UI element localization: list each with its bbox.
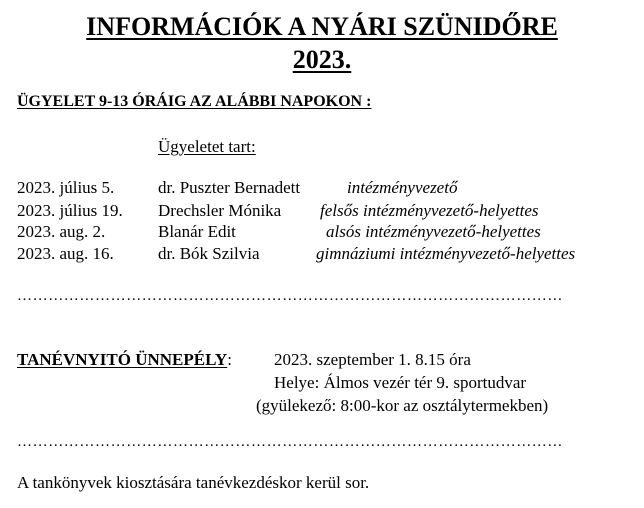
ceremony-label: TANÉVNYITÓ ÜNNEPÉLY: [17, 350, 228, 369]
duty-person: Drechsler Mónika: [158, 201, 282, 220]
duty-person: Blanár Edit: [158, 222, 236, 241]
dotted-separator: ……………………………………………………………………………………………: [17, 434, 563, 450]
duty-heading: ÜGYELET 9-13 ÓRÁIG AZ ALÁBBI NAPOKON :: [17, 93, 372, 110]
ceremony-heading-line: [17, 350, 232, 370]
duty-date: 2023. aug. 16.: [17, 244, 114, 263]
duty-date: 2023. július 19.: [17, 201, 123, 220]
ceremony-gathering: (gyülekező: 8:00-kor az osztálytermekben): [256, 396, 549, 415]
ceremony-colon: :: [227, 350, 232, 369]
ceremony-datetime: 2023. szeptember 1. 8.15 óra: [274, 350, 471, 369]
duty-role: gimnáziumi intézményvezető-helyettes: [316, 244, 576, 263]
document-year: 2023.: [292, 45, 352, 74]
duty-date: 2023. július 5.: [17, 178, 115, 197]
dotted-separator: ……………………………………………………………………………………………: [17, 288, 563, 304]
duty-date: 2023. aug. 2.: [17, 222, 106, 241]
document-title: INFORMÁCIÓK A NYÁRI SZÜNIDŐRE: [86, 12, 558, 41]
textbooks-note: A tankönyvek kiosztására tanévkezdéskor kerül sor.: [17, 473, 370, 492]
duty-person: dr. Bók Szilvia: [158, 244, 260, 263]
duty-person: dr. Puszter Bernadett: [158, 178, 301, 197]
duty-role: felsős intézményvezető-helyettes: [320, 201, 539, 220]
duty-role: alsós intézményvezető-helyettes: [326, 222, 541, 241]
duty-role: intézményvezető: [347, 178, 458, 197]
ceremony-place: Helye: Álmos vezér tér 9. sportudvar: [274, 373, 527, 392]
duty-holder-label: Ügyeletet tart:: [158, 137, 256, 156]
